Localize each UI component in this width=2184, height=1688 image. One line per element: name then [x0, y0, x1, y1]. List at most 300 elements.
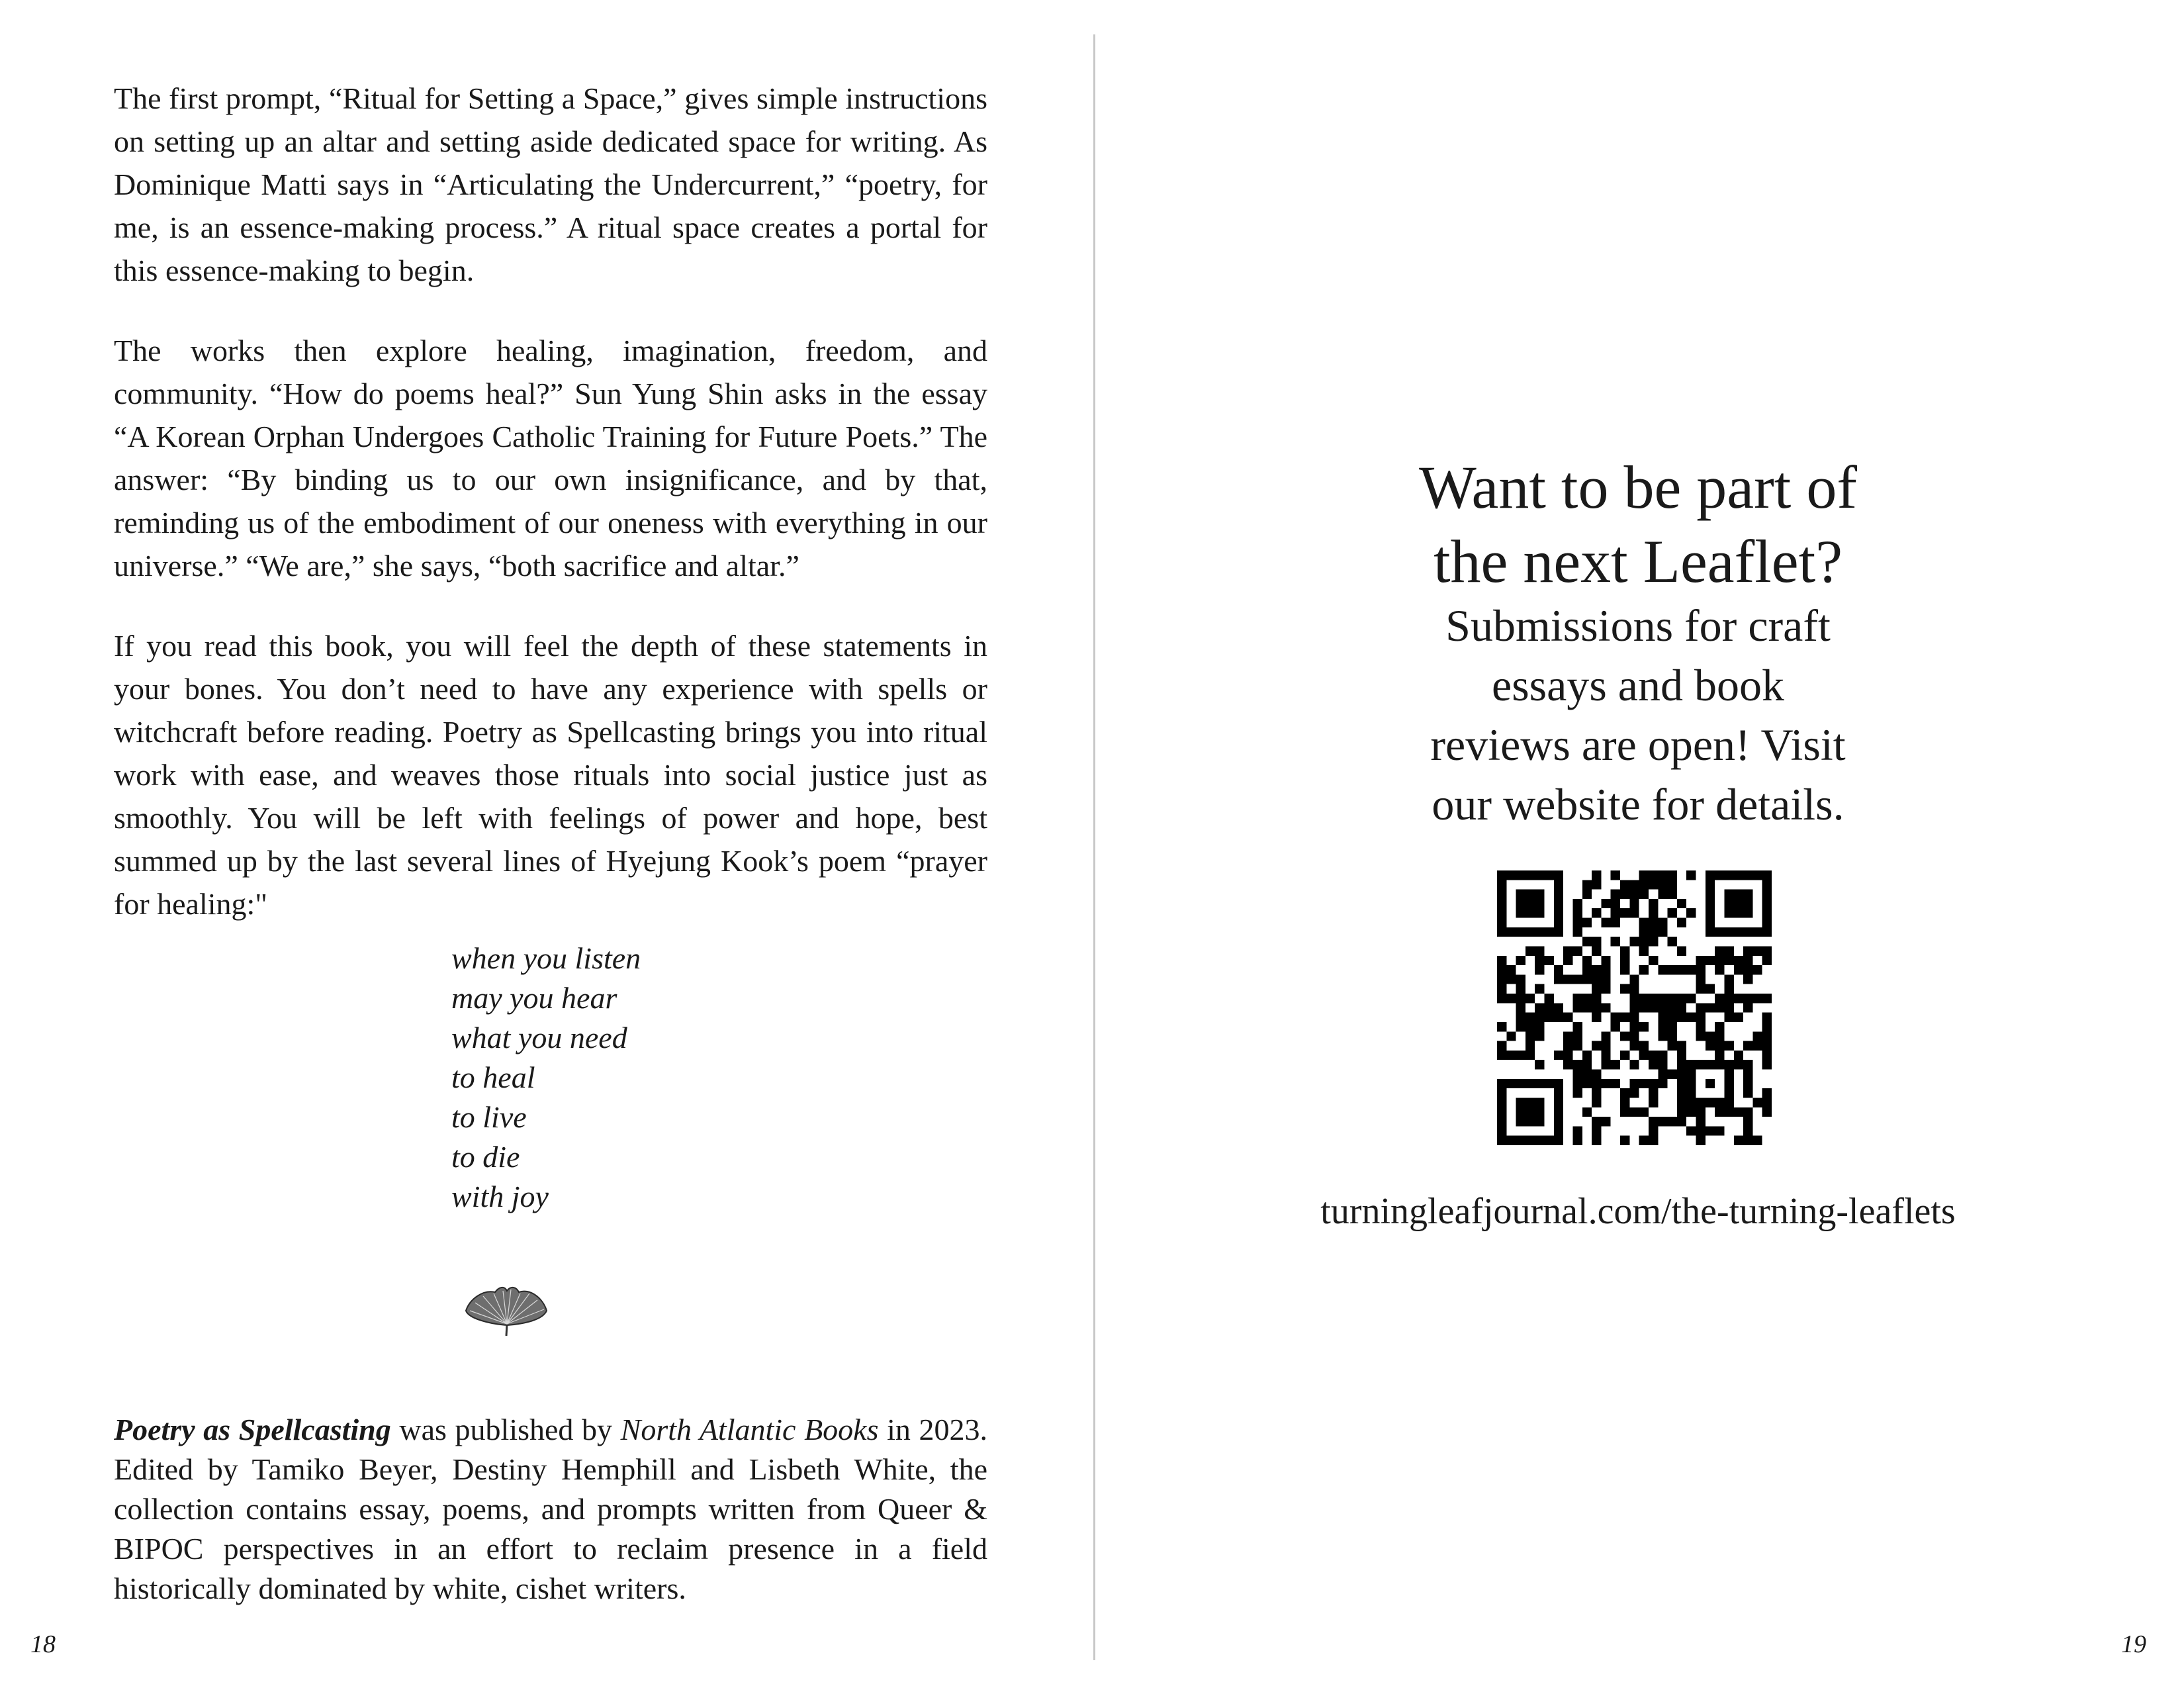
qr-module [1545, 927, 1554, 937]
qr-module [1554, 1079, 1563, 1088]
qr-module [1743, 1126, 1752, 1135]
qr-module [1724, 908, 1733, 917]
qr-module [1629, 984, 1639, 994]
qr-module [1706, 1003, 1715, 1012]
qr-module [1592, 965, 1601, 974]
qr-module [1535, 870, 1544, 880]
qr-module [1592, 880, 1601, 889]
qr-module [1724, 1107, 1733, 1117]
qr-module [1572, 1022, 1582, 1031]
qr-module [1525, 927, 1535, 937]
qr-module [1686, 1060, 1696, 1069]
qr-module [1516, 927, 1525, 937]
qr-module [1516, 1013, 1525, 1022]
qr-module [1686, 1070, 1696, 1079]
qr-module [1677, 965, 1686, 974]
qr-module [1686, 870, 1696, 880]
qr-module [1601, 984, 1610, 994]
qr-module [1706, 880, 1715, 889]
qr-module [1601, 1031, 1610, 1041]
qr-module [1525, 1079, 1535, 1088]
qr-module [1572, 1060, 1582, 1069]
qr-module [1582, 974, 1592, 984]
qr-module [1611, 937, 1620, 946]
qr-module [1629, 890, 1639, 899]
qr-module [1724, 890, 1733, 899]
qr-module [1696, 1003, 1706, 1012]
qr-module [1668, 908, 1677, 917]
qr-module [1762, 946, 1772, 955]
qr-module [1497, 974, 1506, 984]
qr-module [1592, 994, 1601, 1003]
qr-module [1545, 1136, 1554, 1145]
qr-module [1554, 908, 1563, 917]
qr-module [1734, 908, 1743, 917]
poem-line: may you hear [451, 981, 617, 1015]
qr-module [1734, 994, 1743, 1003]
qr-module [1554, 1003, 1563, 1012]
qr-module [1639, 870, 1649, 880]
qr-module [1724, 994, 1733, 1003]
qr-module [1649, 1088, 1658, 1098]
qr-module [1572, 1031, 1582, 1041]
qr-module [1743, 927, 1752, 937]
qr-module [1629, 1003, 1639, 1012]
qr-module [1516, 1098, 1525, 1107]
cta-heading [1092, 450, 2184, 598]
qr-module [1668, 965, 1677, 974]
qr-module [1639, 946, 1649, 955]
qr-module [1572, 946, 1582, 955]
qr-module [1516, 1136, 1525, 1145]
cta-body-line: reviews are open! Visit [1430, 720, 1846, 770]
qr-module [1592, 1088, 1601, 1098]
qr-module [1762, 1098, 1772, 1107]
qr-module [1535, 946, 1544, 955]
qr-module [1554, 1126, 1563, 1135]
qr-module [1743, 956, 1752, 965]
qr-module [1734, 965, 1743, 974]
qr-module [1497, 899, 1506, 908]
qr-module [1658, 890, 1667, 899]
qr-module [1620, 984, 1629, 994]
qr-module [1592, 1013, 1601, 1022]
qr-code-icon[interactable] [1497, 870, 1772, 1145]
qr-module [1582, 1070, 1592, 1079]
qr-module [1686, 1088, 1696, 1098]
poem-line: to heal [451, 1060, 535, 1094]
qr-module [1497, 1126, 1506, 1135]
qr-module [1706, 899, 1715, 908]
qr-module [1582, 880, 1592, 889]
qr-module [1601, 1117, 1610, 1126]
qr-module [1620, 956, 1629, 965]
qr-module [1525, 1136, 1535, 1145]
qr-module [1629, 1022, 1639, 1031]
qr-module [1554, 1088, 1563, 1098]
qr-module [1535, 1098, 1544, 1107]
qr-module [1582, 965, 1592, 974]
qr-module [1572, 974, 1582, 984]
qr-module [1506, 1031, 1516, 1041]
qr-module [1535, 1031, 1544, 1041]
qr-module [1620, 1031, 1629, 1041]
qr-module [1629, 937, 1639, 946]
qr-module [1715, 1051, 1724, 1060]
qr-module [1620, 965, 1629, 974]
qr-module [1516, 1117, 1525, 1126]
qr-module [1601, 974, 1610, 984]
qr-module [1506, 1051, 1516, 1060]
qr-module [1677, 1079, 1686, 1088]
qr-module [1696, 1107, 1706, 1117]
qr-module [1677, 899, 1686, 908]
qr-module [1572, 927, 1582, 937]
qr-module [1563, 1013, 1572, 1022]
cta-body-line: Submissions for craft [1445, 600, 1831, 651]
qr-module [1743, 974, 1752, 984]
qr-module [1658, 965, 1667, 974]
qr-module [1677, 946, 1686, 955]
qr-module [1762, 1060, 1772, 1069]
qr-module [1611, 918, 1620, 927]
qr-module [1706, 1079, 1715, 1088]
qr-module [1658, 994, 1667, 1003]
publication-text: in 2023. Edited by Tamiko Beyer, Destiny Hemphill and Lisbeth White, the collection contains essay, poems, and prompts written from Queer & BIPOC perspectives in an effort to reclaim presence in a field historically dominated by white, cishet writers. [114, 1413, 988, 1605]
qr-module [1535, 984, 1544, 994]
qr-module [1554, 1117, 1563, 1126]
qr-module [1497, 880, 1506, 889]
qr-module [1649, 927, 1658, 937]
qr-module [1696, 1022, 1706, 1031]
qr-module [1715, 927, 1724, 937]
qr-module [1639, 1003, 1649, 1012]
qr-module [1572, 1136, 1582, 1145]
qr-module [1762, 1051, 1772, 1060]
qr-module [1715, 1126, 1724, 1135]
qr-module [1696, 1098, 1706, 1107]
qr-module [1649, 918, 1658, 927]
qr-module [1658, 927, 1667, 937]
qr-module [1724, 1088, 1733, 1098]
qr-module [1629, 1107, 1639, 1117]
qr-module [1554, 880, 1563, 889]
qr-module [1516, 1051, 1525, 1060]
qr-module [1734, 1136, 1743, 1145]
qr-module [1649, 1098, 1658, 1107]
body-paragraph: If you read this book, you will feel the depth of these statements in your bones. You don’t need to have any experience with spells or witchcraft before reading. Poetry as Spellcasting brings you into ritual work with ease, and weaves those rituals into social justice just as smoothly. You will be left with feelings of power and hope, best summed up by the last several lines of Hyejung Kook’s poem “prayer for healing:" [114, 629, 987, 921]
qr-module [1620, 880, 1629, 889]
qr-module [1545, 994, 1554, 1003]
qr-module [1620, 908, 1629, 917]
qr-module [1497, 1098, 1506, 1107]
qr-module [1525, 1031, 1535, 1041]
qr-module [1649, 908, 1658, 917]
qr-module [1525, 1041, 1535, 1051]
qr-module [1762, 1088, 1772, 1098]
qr-module [1649, 1117, 1658, 1126]
cta-heading-line: Want to be part of [1419, 453, 1857, 521]
qr-module [1752, 1136, 1762, 1145]
website-url[interactable]: turningleafjournal.com/the-turning-leaflets [1320, 1191, 1956, 1232]
qr-module [1762, 1031, 1772, 1041]
qr-module [1554, 1051, 1563, 1060]
qr-module [1601, 1041, 1610, 1051]
qr-module [1639, 1051, 1649, 1060]
qr-module [1639, 1022, 1649, 1031]
qr-module [1706, 1060, 1715, 1069]
qr-module [1677, 918, 1686, 927]
qr-module [1743, 1088, 1752, 1098]
qr-module [1592, 1098, 1601, 1107]
qr-module [1658, 1003, 1667, 1012]
qr-module [1582, 1003, 1592, 1012]
poem-line: with joy [451, 1180, 549, 1213]
qr-module [1629, 974, 1639, 984]
qr-module [1629, 1013, 1639, 1022]
qr-module [1525, 870, 1535, 880]
qr-module [1715, 1003, 1724, 1012]
qr-module [1582, 918, 1592, 927]
qr-module [1563, 946, 1572, 955]
qr-module [1752, 1031, 1762, 1041]
qr-module [1629, 880, 1639, 889]
qr-module [1525, 994, 1535, 1003]
qr-module [1696, 984, 1706, 994]
qr-module [1563, 974, 1572, 984]
qr-module [1582, 1051, 1592, 1060]
qr-module [1516, 870, 1525, 880]
qr-module [1554, 965, 1563, 974]
qr-module [1696, 1031, 1706, 1041]
qr-module [1706, 1041, 1715, 1051]
qr-module [1592, 1126, 1601, 1135]
qr-module [1724, 946, 1733, 955]
qr-module [1535, 1060, 1544, 1069]
qr-module [1572, 908, 1582, 917]
qr-module [1743, 946, 1752, 955]
qr-module [1572, 994, 1582, 1003]
qr-module [1601, 899, 1610, 908]
qr-module [1582, 956, 1592, 965]
qr-module [1592, 1041, 1601, 1051]
qr-module [1497, 994, 1506, 1003]
qr-module [1506, 1079, 1516, 1088]
qr-module [1545, 1079, 1554, 1088]
qr-module [1686, 1126, 1696, 1135]
qr-module [1706, 870, 1715, 880]
qr-module [1601, 956, 1610, 965]
qr-module [1696, 1126, 1706, 1135]
qr-module [1592, 974, 1601, 984]
qr-module [1743, 1041, 1752, 1051]
qr-module [1497, 1022, 1506, 1031]
qr-module [1752, 965, 1762, 974]
qr-module [1601, 1003, 1610, 1012]
qr-module [1762, 899, 1772, 908]
qr-module [1554, 899, 1563, 908]
poem-excerpt [451, 939, 641, 1217]
qr-module [1497, 1107, 1506, 1117]
qr-module [1525, 890, 1535, 899]
qr-module [1601, 1079, 1610, 1088]
qr-module [1516, 984, 1525, 994]
qr-module [1649, 899, 1658, 908]
qr-module [1696, 1117, 1706, 1126]
qr-module [1715, 1031, 1724, 1041]
qr-module [1497, 890, 1506, 899]
qr-module [1506, 927, 1516, 937]
qr-module [1762, 956, 1772, 965]
qr-module [1620, 1098, 1629, 1107]
cta-body-line: essays and book [1492, 660, 1784, 710]
qr-module [1762, 908, 1772, 917]
qr-module [1516, 956, 1525, 965]
qr-module [1611, 890, 1620, 899]
qr-module [1601, 1051, 1610, 1060]
qr-module [1497, 1041, 1506, 1051]
qr-module [1762, 890, 1772, 899]
qr-module [1516, 1003, 1525, 1012]
qr-module [1592, 908, 1601, 917]
qr-module [1724, 974, 1733, 984]
poem-line: to live [451, 1100, 527, 1134]
qr-module [1525, 1107, 1535, 1117]
qr-module [1658, 870, 1667, 880]
page-number-left: 18 [30, 1630, 56, 1658]
qr-module [1639, 1041, 1649, 1051]
qr-module [1563, 1051, 1572, 1060]
qr-module [1677, 1117, 1686, 1126]
qr-module [1563, 1041, 1572, 1051]
qr-module [1639, 1136, 1649, 1145]
qr-module [1668, 937, 1677, 946]
qr-module [1686, 908, 1696, 917]
qr-module [1620, 1088, 1629, 1098]
qr-module [1677, 1060, 1686, 1069]
qr-module [1743, 994, 1752, 1003]
qr-module [1563, 1031, 1572, 1041]
qr-module [1525, 899, 1535, 908]
qr-module [1545, 1003, 1554, 1012]
qr-module [1715, 965, 1724, 974]
qr-module [1649, 1051, 1658, 1060]
qr-module [1516, 974, 1525, 984]
qr-module [1497, 1079, 1506, 1088]
qr-module [1715, 1098, 1724, 1107]
qr-module [1743, 1070, 1752, 1079]
qr-module [1535, 1013, 1544, 1022]
body-paragraph: The works then explore healing, imagination, freedom, and community. “How do poems heal?” Sun Yung Shin asks in the essay “A Korean Orphan Undergoes Catholic Training for Future Poets.” The answer: “By binding us to our own insignificance, and by that, reminding us of the embodiment of our oneness with everything in our universe.” “We are,” she says, “both sacrifice and altar.” [114, 334, 987, 583]
qr-module [1582, 937, 1592, 946]
qr-module [1762, 927, 1772, 937]
qr-module [1497, 918, 1506, 927]
qr-module [1639, 890, 1649, 899]
qr-module [1535, 899, 1544, 908]
qr-module [1743, 890, 1752, 899]
qr-module [1734, 956, 1743, 965]
qr-module [1762, 1107, 1772, 1117]
qr-module [1620, 1107, 1629, 1117]
qr-module [1592, 1136, 1601, 1145]
qr-module [1658, 1051, 1667, 1060]
qr-module [1649, 1136, 1658, 1145]
qr-module [1572, 1070, 1582, 1079]
qr-module [1658, 1079, 1667, 1088]
qr-module [1497, 908, 1506, 917]
qr-module [1677, 1070, 1686, 1079]
qr-module [1572, 899, 1582, 908]
qr-module [1516, 1107, 1525, 1117]
qr-module [1668, 890, 1677, 899]
publication-text: was published by [390, 1413, 621, 1446]
qr-module [1535, 1003, 1544, 1012]
qr-module [1649, 956, 1658, 965]
cta-body-line: our website for details. [1432, 779, 1844, 829]
qr-module [1525, 1013, 1535, 1022]
poem-line: when you listen [451, 941, 641, 975]
qr-module [1506, 994, 1516, 1003]
qr-module [1545, 1013, 1554, 1022]
qr-module [1639, 1107, 1649, 1117]
qr-module [1497, 984, 1506, 994]
qr-module [1601, 965, 1610, 974]
qr-module [1706, 890, 1715, 899]
qr-module [1677, 1098, 1686, 1107]
qr-module [1743, 1060, 1752, 1069]
qr-module [1706, 1126, 1715, 1135]
qr-module [1620, 946, 1629, 955]
qr-module [1734, 890, 1743, 899]
qr-module [1649, 1060, 1658, 1069]
qr-module [1629, 1031, 1639, 1041]
qr-module [1649, 994, 1658, 1003]
qr-module [1572, 918, 1582, 927]
qr-module [1535, 1107, 1544, 1117]
qr-module [1572, 1088, 1582, 1098]
qr-module [1724, 1041, 1733, 1051]
qr-module [1734, 899, 1743, 908]
qr-module [1762, 994, 1772, 1003]
qr-module [1724, 1003, 1733, 1012]
qr-module [1668, 870, 1677, 880]
qr-module [1516, 899, 1525, 908]
qr-module [1535, 1117, 1544, 1126]
qr-module [1601, 918, 1610, 927]
qr-module [1743, 1136, 1752, 1145]
qr-module [1629, 994, 1639, 1003]
qr-module [1554, 974, 1563, 984]
qr-module [1506, 965, 1516, 974]
qr-module [1677, 1003, 1686, 1012]
qr-module [1639, 965, 1649, 974]
qr-module [1686, 965, 1696, 974]
qr-module [1611, 1079, 1620, 1088]
qr-module [1706, 1098, 1715, 1107]
qr-module [1743, 1107, 1752, 1117]
qr-module [1592, 937, 1601, 946]
qr-module [1762, 1041, 1772, 1051]
qr-module [1497, 1051, 1506, 1060]
qr-module [1706, 1031, 1715, 1041]
qr-module [1762, 1022, 1772, 1031]
qr-module [1715, 1041, 1724, 1051]
qr-module [1611, 1022, 1620, 1031]
qr-module [1734, 870, 1743, 880]
qr-module [1497, 1088, 1506, 1098]
qr-module [1658, 880, 1667, 889]
cta-heading-line: the next Leaflet? [1433, 528, 1843, 595]
